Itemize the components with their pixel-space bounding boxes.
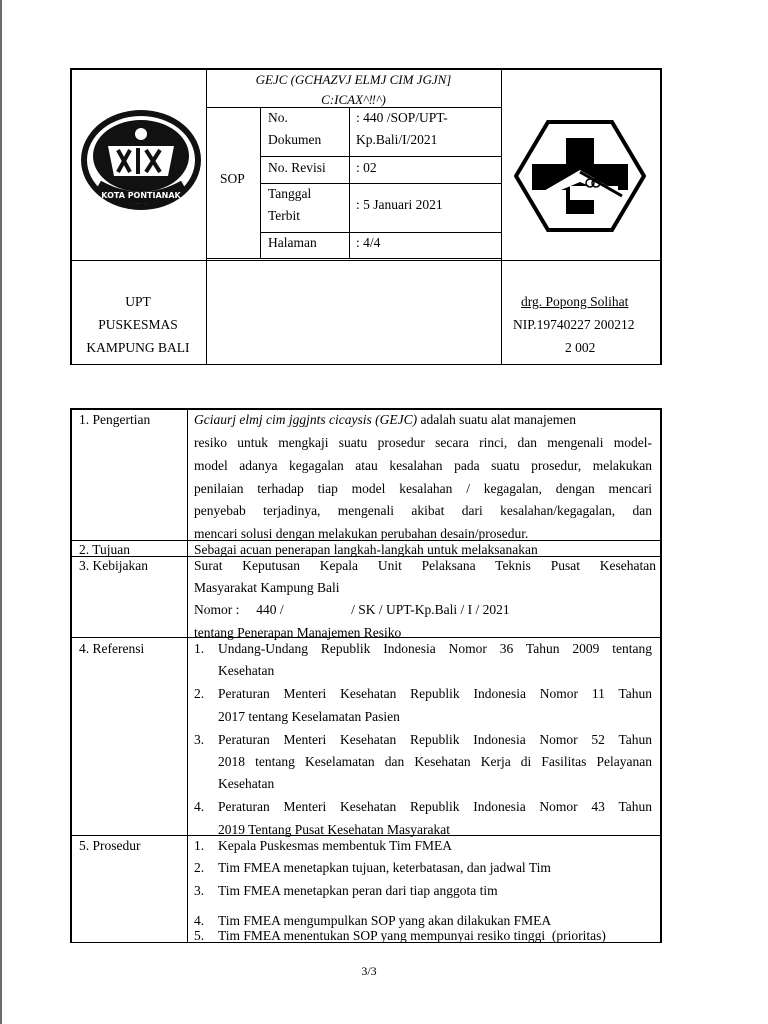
terbit-value: : 5 Januari 2021: [356, 197, 443, 212]
referensi-item-line: Peraturan Menteri Kesehatan Republik Indonesia Nomor 11 Tahun: [218, 686, 652, 701]
signer-name: drg. Popong Solihat: [521, 294, 629, 309]
page-number: 3/3: [361, 964, 377, 978]
pengertian-line2: resiko untuk mengkaji suatu prosedur secara rinci, dan mengenali model-: [194, 435, 652, 450]
tujuan-label: 2. Tujuan: [79, 542, 131, 557]
revisi-label: No. Revisi: [268, 160, 326, 175]
pengertian-line5: penyebab terjadinya, mengenali akibat dari kesalahan/kegagalan, dan: [194, 503, 652, 518]
pengertian-line3: model adanya kegagalan atau kesalahan pada suatu prosedur, melakukan: [194, 458, 652, 473]
revisi-value: : 02: [356, 160, 377, 175]
kebijakan-line4: tentang Penerapan Manajemen Resiko: [194, 625, 402, 640]
prosedur-step: Tim FMEA menetapkan tujuan, keterbatasan, dan jadwal Tim: [218, 860, 551, 875]
page-edge: [0, 0, 2, 1024]
halaman-value: : 4/4: [356, 235, 381, 250]
kebijakan-line2: Masyarakat Kampung Bali: [194, 580, 340, 595]
sop-title-line1: GEJC (GCHAZVJ ELMJ CIM JGJN]: [255, 72, 452, 87]
pengertian-line1: [194, 411, 652, 428]
referensi-item-line: Peraturan Menteri Kesehatan Republik Indonesia Nomor 43 Tahun: [218, 799, 652, 814]
referensi-item-line: 2017 tentang Keselamatan Pasien: [218, 709, 400, 724]
prosedur-step: Tim FMEA mengumpulkan SOP yang akan dilakukan FMEA: [218, 913, 552, 928]
prosedur-num: 1.: [194, 838, 205, 853]
signer-nip-1: NIP.19740227 200212: [513, 317, 635, 332]
prosedur-num: 3.: [194, 883, 205, 898]
doc-no-label-2: Dokumen: [268, 132, 322, 147]
pengertian-term: Gciaurj elmj cim jggjnts cicaysis (GEJC): [194, 412, 418, 427]
kebijakan-line1: Surat Keputusan Kepala Unit Pelaksana Teknis Pusat Kesehatan: [194, 558, 656, 573]
puskesmas-logo: [514, 120, 646, 232]
sop-title-line2: C:ICAX^‼^): [321, 92, 386, 107]
org-line3: KAMPUNG BALI: [86, 340, 190, 355]
referensi-label: 4. Referensi: [79, 641, 145, 656]
signer-nip-2: 2 002: [565, 340, 596, 355]
doc-no-value-2: Kp.Bali/I/2021: [356, 132, 438, 147]
org-line2: PUSKESMAS: [98, 317, 178, 332]
prosedur-step: Tim FMEA menetapkan peran dari tiap anggota tim: [218, 883, 498, 898]
doc-no-label-1: No.: [268, 110, 288, 125]
org-line1: UPT: [125, 294, 151, 309]
referensi-num: 4.: [194, 799, 205, 814]
referensi-num: 3.: [194, 732, 205, 747]
referensi-item-line: 2018 tentang Keselamatan dan Kesehatan Kerja di Fasilitas Pelayanan: [218, 754, 652, 769]
prosedur-num: 4.: [194, 913, 205, 928]
referensi-item-line: Peraturan Menteri Kesehatan Republik Indonesia Nomor 52 Tahun: [218, 732, 652, 747]
referensi-item-line: Kesehatan: [218, 776, 275, 791]
pengertian-line4: penilaian terhadap tiap model kesalahan / kegagalan, dengan mencari: [194, 481, 652, 496]
prosedur-num: 2.: [194, 860, 205, 875]
tujuan-line1: Sebagai acuan penerapan langkah-langkah untuk melaksanakan: [194, 542, 538, 557]
pengertian-line6: mencari solusi dengan melakukan perubahan desain/prosedur.: [194, 526, 529, 541]
terbit-label-1: Tanggal: [268, 186, 312, 201]
referensi-num: 1.: [194, 641, 205, 656]
terbit-label-2: Terbit: [268, 208, 301, 223]
referensi-item-line: Undang-Undang Republik Indonesia Nomor 36 Tahun 2009 tentang: [218, 641, 652, 656]
prosedur-num: 5.: [194, 928, 205, 943]
prosedur-step: Kepala Puskesmas membentuk Tim FMEA: [218, 838, 453, 853]
doc-no-value-1: : 440 /SOP/UPT-: [356, 110, 448, 125]
referensi-item-line: Kesehatan: [218, 663, 275, 678]
kebijakan-line3: Nomor : 440 / / SK / UPT-Kp.Bali / I / 2021: [194, 602, 510, 617]
seal-lettering: KOTA PONTIANAK: [101, 191, 181, 200]
pengertian-line1-rest: adalah suatu alat manajemen: [417, 412, 577, 427]
prosedur-step: Tim FMEA menentukan SOP yang mempunyai resiko tinggi (prioritas): [218, 928, 606, 943]
halaman-label: Halaman: [268, 235, 317, 250]
kebijakan-label: 3. Kebijakan: [79, 558, 148, 573]
pengertian-label: 1. Pengertian: [79, 412, 151, 427]
referensi-num: 2.: [194, 686, 205, 701]
sop-label: SOP: [220, 171, 245, 186]
referensi-item-line: 2019 Tentang Pusat Kesehatan Masyarakat: [218, 822, 450, 837]
city-seal-logo: [78, 106, 204, 214]
prosedur-label: 5. Prosedur: [79, 838, 141, 853]
